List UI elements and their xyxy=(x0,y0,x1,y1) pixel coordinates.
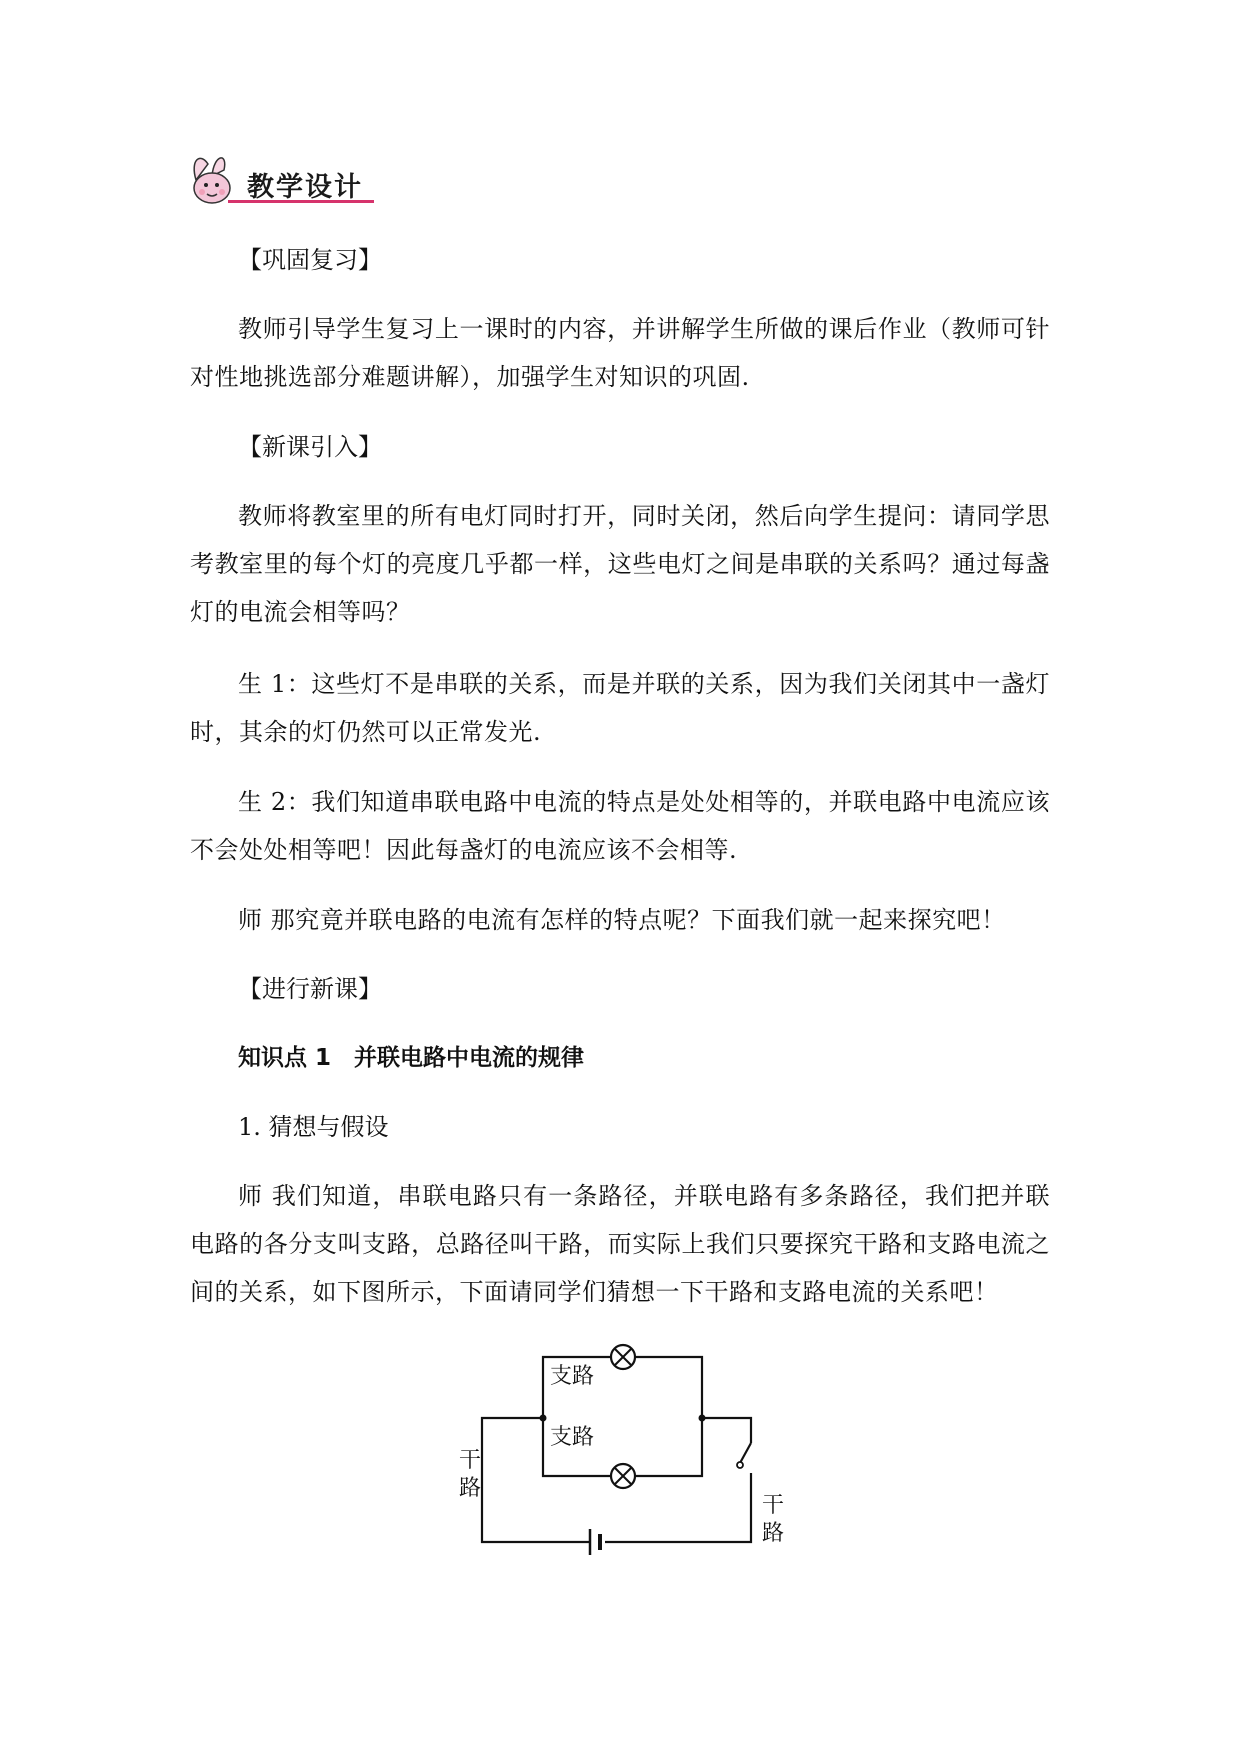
teacher-explanation-paragraph: 师 我们知道，串联电路只有一条路径，并联电路有多条路径，我们把并联电路的各分支叫支路，总路径叫干路，而实际上我们只要探究干路和支路电流之间的关系，如下图所示，下面请同学们猜想一下干路和支路电流的关系吧！ xyxy=(190,1182,1050,1306)
review-paragraph: 教师引导学生复习上一课时的内容，并讲解学生所做的课后作业（教师可针对性地挑选部分难题讲解），加强学生对知识的巩固. xyxy=(190,315,1050,391)
lamp-icon xyxy=(611,1464,635,1488)
lamp-icon xyxy=(611,1345,635,1369)
knowledge-point-title: 知识点 1 并联电路中电流的规律 xyxy=(238,1045,585,1071)
step-title: 1. 猜想与假设 xyxy=(238,1113,389,1141)
trunk-label-left-2: 路 xyxy=(459,1476,482,1501)
branch-label-top: 支路 xyxy=(550,1364,595,1389)
student2-paragraph: 生 2：我们知道串联电路中电流的特点是处处相等的，并联电路中电流应该不会处处相等吧！因此每盏灯的电流应该不会相等. xyxy=(190,788,1050,864)
review-heading: 【巩固复习】 xyxy=(238,246,382,274)
intro-paragraph: 教师将教室里的所有电灯同时打开，同时关闭，然后向学生提问：请同学思考教室里的每个灯的亮度几乎都一样，这些电灯之间是串联的关系吗？通过每盏灯的电流会相等吗？ xyxy=(190,502,1050,626)
intro-heading: 【新课引入】 xyxy=(238,433,382,461)
student1-paragraph: 生 1：这些灯不是串联的关系，而是并联的关系，因为我们关闭其中一盏灯时，其余的灯仍然可以正常发光. xyxy=(190,670,1050,746)
teacher-question-paragraph: 师 那究竟并联电路的电流有怎样的特点呢？下面我们就一起来探究吧！ xyxy=(238,906,1006,934)
parallel-circuit-diagram xyxy=(440,1325,800,1595)
trunk-label-left-1: 干 xyxy=(459,1448,482,1473)
banner-title: 教学设计 xyxy=(247,172,363,203)
trunk-label-right-1: 干 xyxy=(762,1493,785,1518)
battery-icon xyxy=(590,1529,600,1555)
lesson-heading: 【进行新课】 xyxy=(238,975,382,1003)
trunk-label-right-2: 路 xyxy=(762,1521,785,1546)
cartoon-rabbit-icon xyxy=(194,158,230,203)
branch-label-bottom: 支路 xyxy=(550,1425,595,1450)
